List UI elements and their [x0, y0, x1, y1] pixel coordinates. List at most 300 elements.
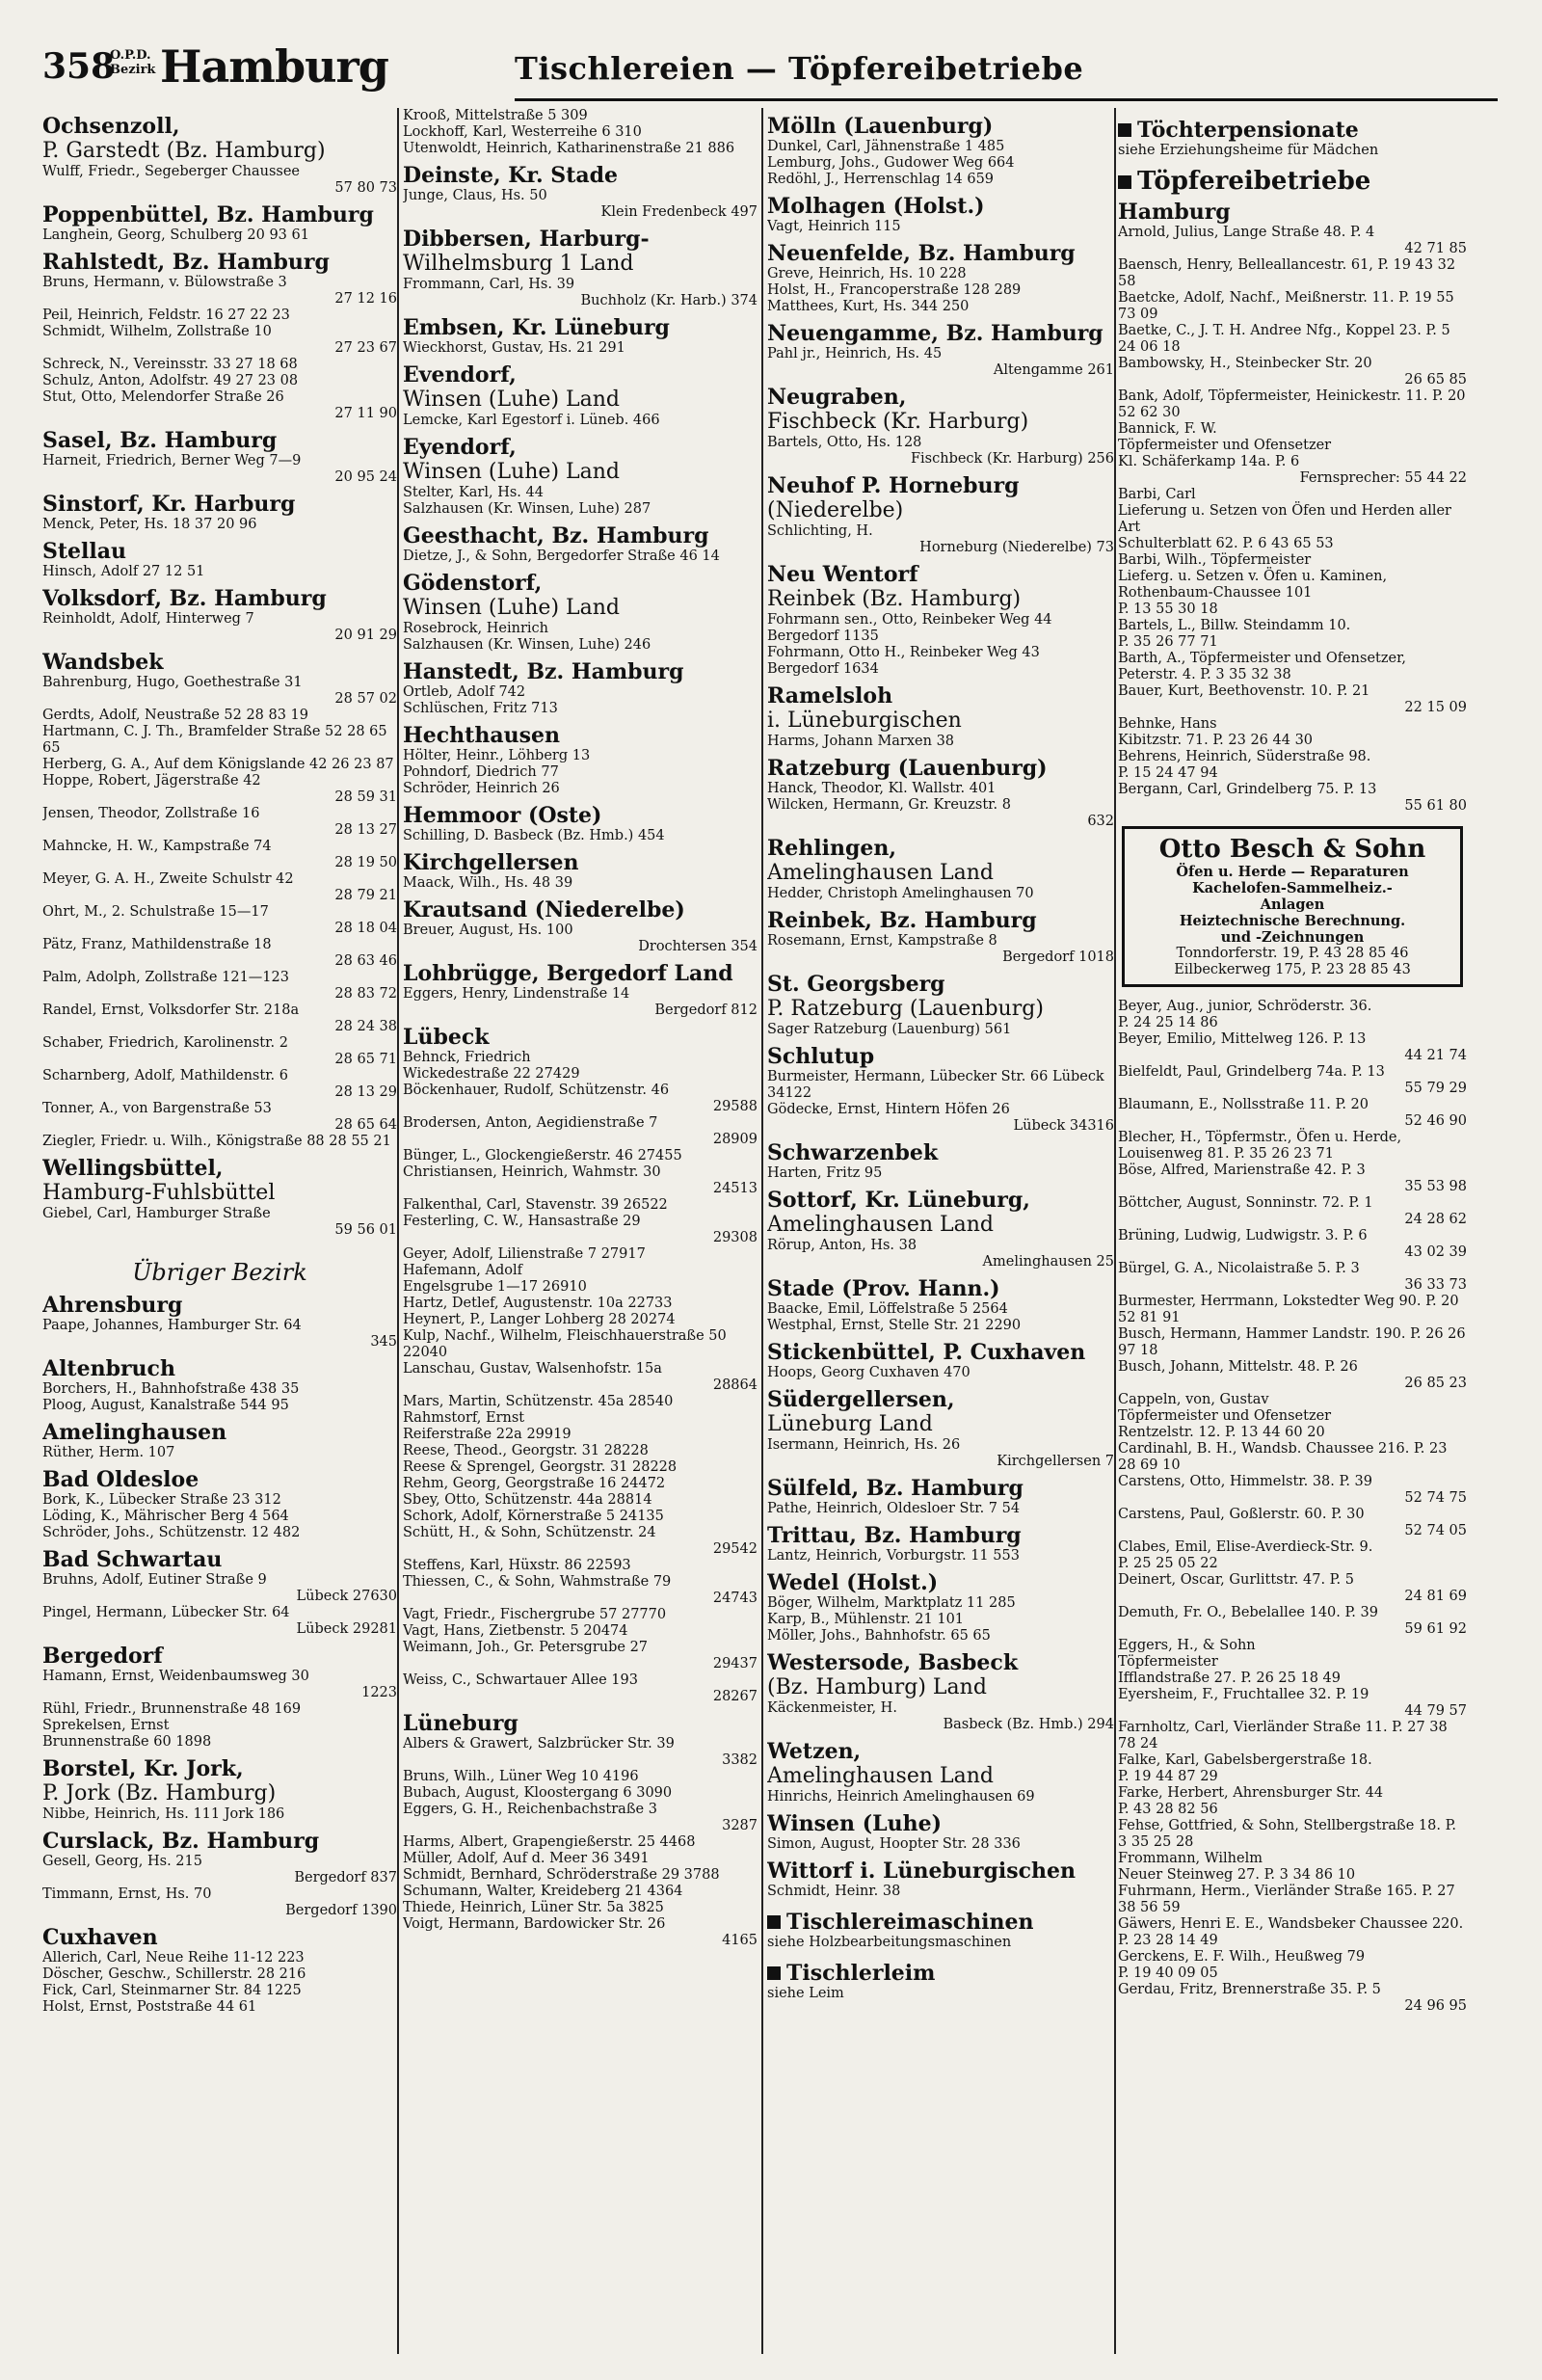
entry: Kl. Schäferkamp 14a. P. 6 — [1118, 454, 1300, 469]
entry: Pingel, Hermann, Lübecker Str. 64 — [42, 1605, 290, 1620]
entry: Barbi, Carl — [1118, 487, 1196, 502]
entry: Thiede, Heinrich, Lüner Str. 5a 3825 — [403, 1900, 664, 1915]
entry: Ifflandstraße 27. P. 26 25 18 49 — [1118, 1671, 1341, 1686]
entry: Hafemann, Adolf — [403, 1263, 523, 1278]
entry: Wickedestraße 22 27429 — [403, 1066, 580, 1082]
place-heading: Westersode, Basbeck — [767, 1650, 1019, 1675]
entry: Palm, Adolph, Zollstraße 121—123 — [42, 970, 289, 985]
entry: Lieferg. u. Setzen v. Öfen u. Kaminen, Rothenbaum-Chaussee 101 — [1118, 569, 1388, 601]
place-heading: Mölln (Lauenburg) — [767, 114, 994, 139]
entry: Fohrmann sen., Otto, Reinbeker Weg 44 Bergedorf 1135 — [767, 612, 1052, 644]
place-heading: Trittau, Bz. Hamburg — [767, 1523, 1022, 1548]
entry: Langhein, Georg, Schulberg 20 93 61 — [42, 227, 309, 243]
page-header — [42, 42, 1459, 106]
entry-number: 29588 — [712, 1099, 758, 1114]
entry-number: 55 61 80 — [1404, 798, 1467, 814]
entry-number: 1223 — [361, 1685, 397, 1700]
entry: Fehse, Gottfried, & Sohn, Stellbergstraße 18. P. 3 35 25 28 — [1118, 1818, 1456, 1850]
entry: Carstens, Otto, Himmelstr. 38. P. 39 — [1118, 1474, 1372, 1489]
entry: Albers & Grawert, Salzbrücker Str. 39 — [403, 1736, 675, 1752]
entry: Behnke, Hans — [1118, 716, 1217, 732]
entry: Schulz, Anton, Adolfstr. 49 27 23 08 — [42, 373, 299, 388]
place-heading: Neu Wentorf — [767, 562, 918, 587]
entry-number: 29437 — [712, 1656, 758, 1671]
entry-number: 22 15 09 — [1404, 700, 1467, 715]
place-heading: Wetzen, — [767, 1739, 862, 1764]
entry: Schork, Adolf, Körnerstraße 5 24135 — [403, 1509, 664, 1524]
entry: Schröder, Heinrich 26 — [403, 781, 560, 796]
entry-number: 27 11 90 — [334, 406, 397, 421]
place-heading: Hanstedt, Bz. Hamburg — [403, 659, 684, 684]
entry-number: Altengamme 261 — [993, 362, 1114, 378]
entry: Bork, K., Lübecker Straße 23 312 — [42, 1492, 281, 1508]
entry-number: 345 — [370, 1334, 397, 1350]
entry: Festerling, C. W., Hansastraße 29 — [403, 1214, 641, 1229]
place-heading: Poppenbüttel, Bz. Hamburg — [42, 202, 374, 227]
place-subheading: (Niederelbe) — [767, 498, 904, 522]
place-subheading: Hamburg-Fuhlsbüttel — [42, 1181, 276, 1205]
ad-line: Eilbeckerweg 175, P. 23 28 85 43 — [1174, 962, 1411, 977]
entry: Bielfeldt, Paul, Grindelberg 74a. P. 13 — [1118, 1064, 1385, 1080]
entry: Schütt, H., & Sohn, Schützenstr. 24 — [403, 1525, 656, 1540]
entry-number: 43 02 39 — [1404, 1244, 1467, 1260]
entry: P. 15 24 47 94 — [1118, 765, 1218, 781]
entry: Lanschau, Gustav, Walsenhofstr. 15a — [403, 1361, 662, 1377]
place-heading: Lohbrügge, Bergedorf Land — [403, 961, 733, 986]
ad-line: Heiztechnische Berechnung. — [1179, 913, 1406, 929]
entry: Ohrt, M., 2. Schulstraße 15—17 — [42, 904, 269, 920]
entry-number: Lübeck 34316 — [1013, 1118, 1114, 1134]
entry: Falke, Karl, Gabelsbergerstraße 18. — [1118, 1752, 1372, 1768]
square-bullet-icon — [1118, 123, 1131, 137]
entry: Salzhausen (Kr. Winsen, Luhe) 246 — [403, 637, 651, 653]
entry: Harms, Johann Marxen 38 — [767, 734, 955, 749]
entry-number: 28 63 46 — [334, 953, 397, 969]
entry: Bubach, August, Kloostergang 6 3090 — [403, 1785, 673, 1801]
entry: Müller, Adolf, Auf d. Meer 36 3491 — [403, 1851, 650, 1866]
entry-number: Drochtersen 354 — [638, 939, 758, 954]
place-heading: Sinstorf, Kr. Harburg — [42, 492, 296, 517]
entry: Cappeln, von, Gustav — [1118, 1392, 1269, 1407]
entry: Schröder, Johs., Schützenstr. 12 482 — [42, 1525, 301, 1540]
entry-number: Amelinghausen 25 — [982, 1254, 1114, 1270]
entry: Bannick, F. W. — [1118, 421, 1217, 437]
entry: Wilcken, Hermann, Gr. Kreuzstr. 8 — [767, 797, 1011, 813]
entry: Baetcke, Adolf, Nachf., Meißnerstr. 11. P. 19 55 73 09 — [1118, 290, 1454, 322]
entry: Gerckens, E. F. Wilh., Heußweg 79 — [1118, 1949, 1366, 1965]
entry-number: Bergedorf 1390 — [285, 1903, 397, 1918]
entry-number: 28 65 71 — [334, 1052, 397, 1067]
entry-number: 44 21 74 — [1404, 1048, 1467, 1063]
place-subheading: Lüneburg Land — [767, 1412, 933, 1436]
entry-number: 52 74 05 — [1404, 1523, 1467, 1538]
place-heading: Kirchgellersen — [403, 850, 579, 875]
entry: Schaber, Friedrich, Karolinenstr. 2 — [42, 1035, 288, 1051]
advertisement-box — [1122, 826, 1463, 987]
square-bullet-icon — [767, 1915, 781, 1929]
entry: Gesell, Georg, Hs. 215 — [42, 1854, 202, 1869]
entry: Böckenhauer, Rudolf, Schützenstr. 46 — [403, 1083, 670, 1098]
entry: Eggers, H., & Sohn — [1118, 1638, 1256, 1653]
entry: Bünger, L., Glockengießerstr. 46 27455 — [403, 1148, 682, 1163]
entry: Töpfermeister und Ofensetzer — [1118, 438, 1332, 453]
entry: Harten, Fritz 95 — [767, 1165, 883, 1181]
entry-number: Bergedorf 1018 — [1002, 949, 1114, 965]
entry-number: Basbeck (Bz. Hmb.) 294 — [943, 1717, 1114, 1732]
place-heading: Lübeck — [403, 1025, 490, 1050]
entry-number: 28 24 38 — [334, 1019, 397, 1034]
entry-number: 52 46 90 — [1404, 1113, 1467, 1129]
entry-number: 27 23 67 — [334, 340, 397, 356]
entry-number: 24743 — [712, 1591, 758, 1606]
entry: Böttcher, August, Sonninstr. 72. P. 1 — [1118, 1195, 1373, 1211]
entry: Töpfermeister — [1118, 1654, 1218, 1670]
entry-number: 3382 — [722, 1752, 758, 1768]
entry: Dietze, J., & Sohn, Bergedorfer Straße 46 14 — [403, 548, 720, 564]
place-heading: Wedel (Holst.) — [767, 1570, 939, 1595]
entry: Hinrichs, Heinrich Amelinghausen 69 — [767, 1789, 1035, 1805]
entry: P. 25 25 05 22 — [1118, 1556, 1218, 1571]
place-subheading: Reinbek (Bz. Hamburg) — [767, 587, 1022, 611]
section-heading-label: Töpfereibetriebe — [1137, 167, 1371, 196]
entry: Kibitzstr. 71. P. 23 26 44 30 — [1118, 733, 1314, 748]
entry-number: Kirchgellersen 7 — [997, 1454, 1114, 1469]
entry-number: 27 12 16 — [334, 291, 397, 307]
place-heading: Bergedorf — [42, 1644, 163, 1669]
entry-number: 28 57 02 — [334, 691, 397, 707]
entry: Hinsch, Adolf 27 12 51 — [42, 564, 205, 579]
place-heading: St. Georgsberg — [767, 972, 945, 997]
entry: Holst, Ernst, Poststraße 44 61 — [42, 1999, 257, 2015]
entry-number: 4165 — [722, 1933, 758, 1948]
entry: Baacke, Emil, Löffelstraße 5 2564 — [767, 1301, 1008, 1317]
place-heading: Stickenbüttel, P. Cuxhaven — [767, 1340, 1086, 1365]
entry: Hoppe, Robert, Jägerstraße 42 — [42, 773, 261, 789]
entry-number: 36 33 73 — [1404, 1277, 1467, 1293]
place-heading: Hemmoor (Oste) — [403, 803, 602, 828]
entry: Brodersen, Anton, Aegidienstraße 7 — [403, 1115, 658, 1131]
entry: Dunkel, Carl, Jähnenstraße 1 485 — [767, 139, 1005, 154]
entry-number: 28864 — [712, 1377, 758, 1393]
entry-number: 52 74 75 — [1404, 1490, 1467, 1506]
entry: Farke, Herbert, Ahrensburger Str. 44 — [1118, 1785, 1384, 1801]
entry: Junge, Claus, Hs. 50 — [403, 188, 547, 203]
entry: Bruns, Wilh., Lüner Weg 10 4196 — [403, 1769, 639, 1784]
entry: Sbey, Otto, Schützenstr. 44a 28814 — [403, 1492, 652, 1508]
entry: Salzhausen (Kr. Winsen, Luhe) 287 — [403, 501, 651, 517]
place-heading: Rahlstedt, Bz. Hamburg — [42, 250, 330, 275]
place-heading: Ratzeburg (Lauenburg) — [767, 756, 1048, 781]
entry: Redöhl, J., Herrenschlag 14 659 — [767, 172, 995, 187]
entry: Blaumann, E., Nollsstraße 11. P. 20 — [1118, 1097, 1369, 1112]
entry: Weimann, Joh., Gr. Petersgrube 27 — [403, 1640, 649, 1655]
entry: Falkenthal, Carl, Stavenstr. 39 26522 — [403, 1197, 668, 1213]
place-heading: Cuxhaven — [42, 1925, 158, 1950]
place-heading: Neugraben, — [767, 385, 907, 410]
place-heading: Geesthacht, Bz. Hamburg — [403, 523, 709, 548]
entry-number: Bergedorf 837 — [294, 1870, 397, 1885]
entry: Lemburg, Johs., Gudower Weg 664 — [767, 155, 1015, 171]
entry-number: Horneburg (Niederelbe) 73 — [919, 540, 1114, 555]
entry-number: 29308 — [712, 1230, 758, 1245]
entry: Bruhns, Adolf, Eutiner Straße 9 — [42, 1572, 267, 1588]
entry: Behrens, Heinrich, Süderstraße 98. — [1118, 749, 1371, 764]
place-heading: Hamburg — [1118, 200, 1231, 225]
place-heading: Dibbersen, Harburg- — [403, 227, 650, 252]
entry: Beyer, Emilio, Mittelweg 126. P. 13 — [1118, 1031, 1367, 1047]
entry: Bauer, Kurt, Beethovenstr. 10. P. 21 — [1118, 683, 1370, 699]
column-3 — [767, 108, 1114, 2364]
entry-number: 24 96 95 — [1404, 1998, 1467, 2014]
entry-number: 59 56 01 — [334, 1222, 397, 1238]
place-heading: Altenbruch — [42, 1356, 175, 1381]
place-subheading: P. Ratzeburg (Lauenburg) — [767, 997, 1044, 1021]
entry: Barbi, Wilh., Töpfermeister — [1118, 552, 1312, 568]
entry-number: 28 79 21 — [334, 888, 397, 903]
entry-number: 44 79 57 — [1404, 1703, 1467, 1719]
entry: Simon, August, Hoopter Str. 28 336 — [767, 1836, 1021, 1852]
entry: Utenwoldt, Heinrich, Katharinenstraße 21 886 — [403, 141, 735, 156]
place-subheading: P. Jork (Bz. Hamburg) — [42, 1781, 277, 1805]
entry-number: 28 83 72 — [334, 986, 397, 1002]
entry: Paape, Johannes, Hamburger Str. 64 — [42, 1318, 302, 1333]
entry: P. 13 55 30 18 — [1118, 602, 1218, 617]
section-heading-label: Tischlerleim — [786, 1961, 936, 1986]
entry: Fick, Carl, Steinmarner Str. 84 1225 — [42, 1983, 302, 1998]
column-1 — [42, 108, 397, 2364]
ad-line: und -Zeichnungen — [1220, 929, 1365, 946]
entry-number: 26 65 85 — [1404, 372, 1467, 388]
entry: Cardinahl, B. H., Wandsb. Chaussee 216. P. 23 28 69 10 — [1118, 1441, 1448, 1473]
place-subheading: Winsen (Luhe) Land — [403, 460, 621, 484]
place-subheading: Amelinghausen Land — [767, 1764, 994, 1788]
place-heading: Hechthausen — [403, 723, 560, 748]
entry: P. 24 25 14 86 — [1118, 1015, 1218, 1030]
place-subheading: (Bz. Hamburg) Land — [767, 1675, 987, 1699]
place-subheading: P. Garstedt (Bz. Hamburg) — [42, 139, 326, 163]
entry: Christiansen, Heinrich, Wahmstr. 30 — [403, 1164, 661, 1180]
entry-number: 20 91 29 — [334, 628, 397, 643]
entry: Sager Ratzeburg (Lauenburg) 561 — [767, 1022, 1012, 1037]
entry: Blecher, H., Töpfermstr., Öfen u. Herde, Louisenweg 81. P. 35 26 23 71 — [1118, 1130, 1402, 1162]
entry: Rehm, Georg, Georgstraße 16 24472 — [403, 1476, 666, 1491]
entry: Möller, Johs., Bahnhofstr. 65 65 — [767, 1628, 991, 1644]
place-heading: Ochsenzoll, — [42, 114, 180, 139]
entry: Weiss, C., Schwartauer Allee 193 — [403, 1672, 638, 1688]
place-heading: Neuengamme, Bz. Hamburg — [767, 321, 1103, 346]
entry: Bergann, Carl, Grindelberg 75. P. 13 — [1118, 782, 1377, 797]
place-heading: Ramelsloh — [767, 683, 893, 709]
entry-number: 57 80 73 — [334, 180, 397, 196]
entry: Burmester, Herrmann, Lokstedter Weg 90. P. 20 52 81 91 — [1118, 1294, 1459, 1325]
entry: Reese & Sprengel, Georgstr. 31 28228 — [403, 1459, 678, 1475]
entry-number: 59 61 92 — [1404, 1621, 1467, 1637]
entry: P. 35 26 77 71 — [1118, 634, 1218, 650]
entry: Burmeister, Hermann, Lübecker Str. 66 Lübeck 34122 — [767, 1069, 1104, 1101]
entry: Herberg, G. A., Auf dem Königslande 42 26 23 87 — [42, 757, 394, 772]
entry: Busch, Hermann, Hammer Landstr. 190. P. 26 26 97 18 — [1118, 1326, 1466, 1358]
entry: Eggers, Henry, Lindenstraße 14 — [403, 986, 630, 1002]
place-heading: Neuhof P. Horneburg — [767, 473, 1020, 498]
entry: Barth, A., Töpfermeister und Ofensetzer, Peterstr. 4. P. 3 35 32 38 — [1118, 651, 1407, 682]
place-subheading: Winsen (Luhe) Land — [403, 596, 621, 620]
entry: Hartz, Detlef, Augustenstr. 10a 22733 — [403, 1296, 673, 1311]
place-heading: Curslack, Bz. Hamburg — [42, 1829, 320, 1854]
entry: Eggers, G. H., Reichenbachstraße 3 — [403, 1802, 657, 1817]
entry: Bartels, Otto, Hs. 128 — [767, 435, 922, 450]
city-title: Hamburg — [160, 40, 388, 93]
entry: Baetke, C., J. T. H. Andree Nfg., Koppel 23. P. 5 24 06 18 — [1118, 323, 1450, 355]
place-subheading: Fischbeck (Kr. Harburg) — [767, 410, 1029, 434]
entry: Hartmann, C. J. Th., Bramfelder Straße 52 28 65 65 — [42, 724, 387, 756]
entry: Meyer, G. A. H., Zweite Schulstr 42 — [42, 871, 294, 887]
entry: Brüning, Ludwig, Ludwigstr. 3. P. 6 — [1118, 1228, 1368, 1243]
place-heading: Schlutup — [767, 1044, 875, 1069]
entry: Allerich, Carl, Neue Reihe 11-12 223 — [42, 1950, 305, 1966]
entry: Rörup, Anton, Hs. 38 — [767, 1238, 917, 1253]
entry: Reinholdt, Adolf, Hinterweg 7 — [42, 611, 254, 627]
entry: Stut, Otto, Melendorfer Straße 26 — [42, 389, 284, 405]
entry: Frommann, Carl, Hs. 39 — [403, 277, 575, 292]
entry: Stelter, Karl, Hs. 44 — [403, 485, 544, 500]
entry: Gerdau, Fritz, Brennerstraße 35. P. 5 — [1118, 1982, 1381, 1997]
entry: Rahmstorf, Ernst — [403, 1410, 525, 1426]
place-heading: Schwarzenbek — [767, 1140, 939, 1165]
entry: Lockhoff, Karl, Westerreihe 6 310 — [403, 124, 642, 140]
entry-number: Klein Fredenbeck 497 — [600, 204, 758, 220]
entry-number: 42 71 85 — [1404, 241, 1467, 256]
place-subheading: Amelinghausen Land — [767, 1213, 994, 1237]
entry: P. 19 40 09 05 — [1118, 1966, 1218, 1981]
entry: Wulff, Friedr., Segeberger Chaussee — [42, 164, 300, 179]
column-divider — [761, 108, 763, 2354]
entry: Bartels, L., Billw. Steindamm 10. — [1118, 618, 1351, 633]
column-divider — [1114, 108, 1116, 2354]
entry-number: 28 13 27 — [334, 822, 397, 838]
place-heading: Krautsand (Niederelbe) — [403, 897, 685, 923]
ad-title: Otto Besch & Sohn — [1158, 835, 1426, 864]
entry: Greve, Heinrich, Hs. 10 228 — [767, 266, 967, 281]
entry: Sprekelsen, Ernst — [42, 1718, 170, 1733]
entry: Schlichting, H. — [767, 523, 873, 539]
entry-number: Fischbeck (Kr. Harburg) 256 — [910, 451, 1114, 467]
entry-number: 28 18 04 — [334, 921, 397, 936]
place-heading: Rehlingen, — [767, 836, 897, 861]
place-heading: Wittorf i. Lüneburgischen — [767, 1859, 1076, 1884]
ad-line: Kachelofen-Sammelheiz.- — [1192, 880, 1393, 896]
place-heading: Molhagen (Holst.) — [767, 194, 985, 219]
entry: Lantz, Heinrich, Vorburgstr. 11 553 — [767, 1548, 1020, 1564]
entry: Geyer, Adolf, Lilienstraße 7 27917 — [403, 1246, 646, 1262]
place-heading: Reinbek, Bz. Hamburg — [767, 908, 1037, 933]
entry: Döscher, Geschw., Schillerstr. 28 216 — [42, 1966, 306, 1982]
entry: Rosebrock, Heinrich — [403, 621, 548, 636]
section-heading-label: Töchterpensionate — [1137, 118, 1359, 143]
entry: Randel, Ernst, Volksdorfer Str. 218a — [42, 1003, 300, 1018]
column-2 — [403, 108, 758, 2364]
entry: Bank, Adolf, Töpfermeister, Heinickestr. 11. P. 20 52 62 30 — [1118, 388, 1466, 420]
page-title: Tischlereien — Töpfereibetriebe — [515, 50, 1084, 87]
place-heading: Wandsbek — [42, 650, 164, 675]
place-heading: Stellau — [42, 539, 127, 564]
place-heading: Winsen (Luhe) — [767, 1811, 942, 1836]
entry: Borchers, H., Bahnhofstraße 438 35 — [42, 1381, 300, 1397]
entry: Pathe, Heinrich, Oldesloer Str. 7 54 — [767, 1501, 1021, 1516]
entry: Löding, K., Mährischer Berg 4 564 — [42, 1509, 289, 1524]
entry: Ziegler, Friedr. u. Wilh., Königstraße 88 28 55 21 — [42, 1134, 391, 1149]
entry: Tonner, A., von Bargenstraße 53 — [42, 1101, 272, 1116]
place-subheading: Wilhelmsburg 1 Land — [403, 252, 634, 276]
entry-number: 632 — [1087, 814, 1114, 829]
entry: Gäwers, Henri E. E., Wandsbeker Chaussee 220. P. 23 28 14 49 — [1118, 1916, 1464, 1948]
entry: siehe Erziehungsheime für Mädchen — [1118, 143, 1379, 158]
entry: Harneit, Friedrich, Berner Weg 7—9 — [42, 453, 302, 468]
entry-number: Bergedorf 812 — [654, 1003, 758, 1018]
column-4-bottom — [1118, 999, 1467, 2015]
square-bullet-icon — [767, 1966, 781, 1980]
place-heading: Sasel, Bz. Hamburg — [42, 428, 278, 453]
entry: Schumann, Walter, Kreideberg 21 4364 — [403, 1884, 683, 1899]
entry: P. 19 44 87 29 — [1118, 1769, 1218, 1784]
entry: Hoops, Georg Cuxhaven 470 — [767, 1365, 970, 1380]
entry: Eyersheim, F., Fruchtallee 32. P. 19 — [1118, 1687, 1369, 1702]
entry-number: Fernsprecher: 55 44 22 — [1299, 470, 1467, 486]
entry: Lemcke, Karl Egestorf i. Lüneb. 466 — [403, 413, 660, 428]
entry: Hedder, Christoph Amelinghausen 70 — [767, 886, 1034, 901]
place-heading: Ahrensburg — [42, 1293, 183, 1318]
entry: Bürgel, G. A., Nicolaistraße 5. P. 3 — [1118, 1261, 1360, 1276]
place-heading: Stade (Prov. Hann.) — [767, 1276, 1000, 1301]
entry: Bruns, Hermann, v. Bülowstraße 3 — [42, 275, 287, 290]
entry: Voigt, Hermann, Bardowicker Str. 26 — [403, 1916, 666, 1932]
entry: Steffens, Karl, Hüxstr. 86 22593 — [403, 1558, 631, 1573]
entry: Schreck, N., Vereinsstr. 33 27 18 68 — [42, 357, 298, 372]
place-heading: Südergellersen, — [767, 1387, 955, 1412]
entry: Vagt, Hans, Zietbenstr. 5 20474 — [403, 1623, 628, 1639]
entry-number: 28 19 50 — [334, 855, 397, 870]
place-heading: Amelinghausen — [42, 1420, 227, 1445]
entry: Pätz, Franz, Mathildenstraße 18 — [42, 937, 272, 952]
entry-number: 55 79 29 — [1404, 1081, 1467, 1096]
entry: Westphal, Ernst, Stelle Str. 21 2290 — [767, 1318, 1022, 1333]
entry: Brunnenstraße 60 1898 — [42, 1734, 212, 1750]
ad-line: Öfen u. Herde — Reparaturen — [1176, 864, 1409, 880]
entry: Baensch, Henry, Belleallancestr. 61, P. 19 43 32 58 — [1118, 257, 1456, 289]
place-heading: Neuenfelde, Bz. Hamburg — [767, 241, 1076, 266]
place-subheading: i. Lüneburgischen — [767, 709, 962, 733]
entry: Böger, Wilhelm, Marktplatz 11 285 — [767, 1595, 1016, 1611]
entry: Pohndorf, Diedrich 77 — [403, 764, 559, 780]
entry: Rentzelstr. 12. P. 13 44 60 20 — [1118, 1425, 1325, 1440]
section-heading — [1118, 169, 1467, 194]
place-heading: Sülfeld, Bz. Hamburg — [767, 1476, 1024, 1501]
entry-number: Lübeck 27630 — [296, 1589, 397, 1604]
entry: Schulterblatt 62. P. 6 43 65 53 — [1118, 536, 1334, 551]
entry: Heynert, P., Langer Lohberg 28 20274 — [403, 1312, 676, 1327]
place-heading: Lüneburg — [403, 1711, 518, 1736]
entry: Beyer, Aug., junior, Schröderstr. 36. — [1118, 999, 1372, 1014]
entry-number: 24513 — [712, 1181, 758, 1196]
entry: Clabes, Emil, Elise-Averdieck-Str. 9. — [1118, 1539, 1373, 1555]
place-heading: Sottorf, Kr. Lüneburg, — [767, 1188, 1030, 1213]
entry-number: 20 95 24 — [334, 469, 397, 485]
entry: Bahrenburg, Hugo, Goethestraße 31 — [42, 675, 303, 690]
entry: Carstens, Paul, Goßlerstr. 60. P. 30 — [1118, 1507, 1365, 1522]
place-heading: Gödenstorf, — [403, 571, 543, 596]
entry: P. 43 28 82 56 — [1118, 1802, 1218, 1817]
entry: Krooß, Mittelstraße 5 309 — [403, 108, 588, 123]
entry: Käckenmeister, H. — [767, 1700, 897, 1716]
